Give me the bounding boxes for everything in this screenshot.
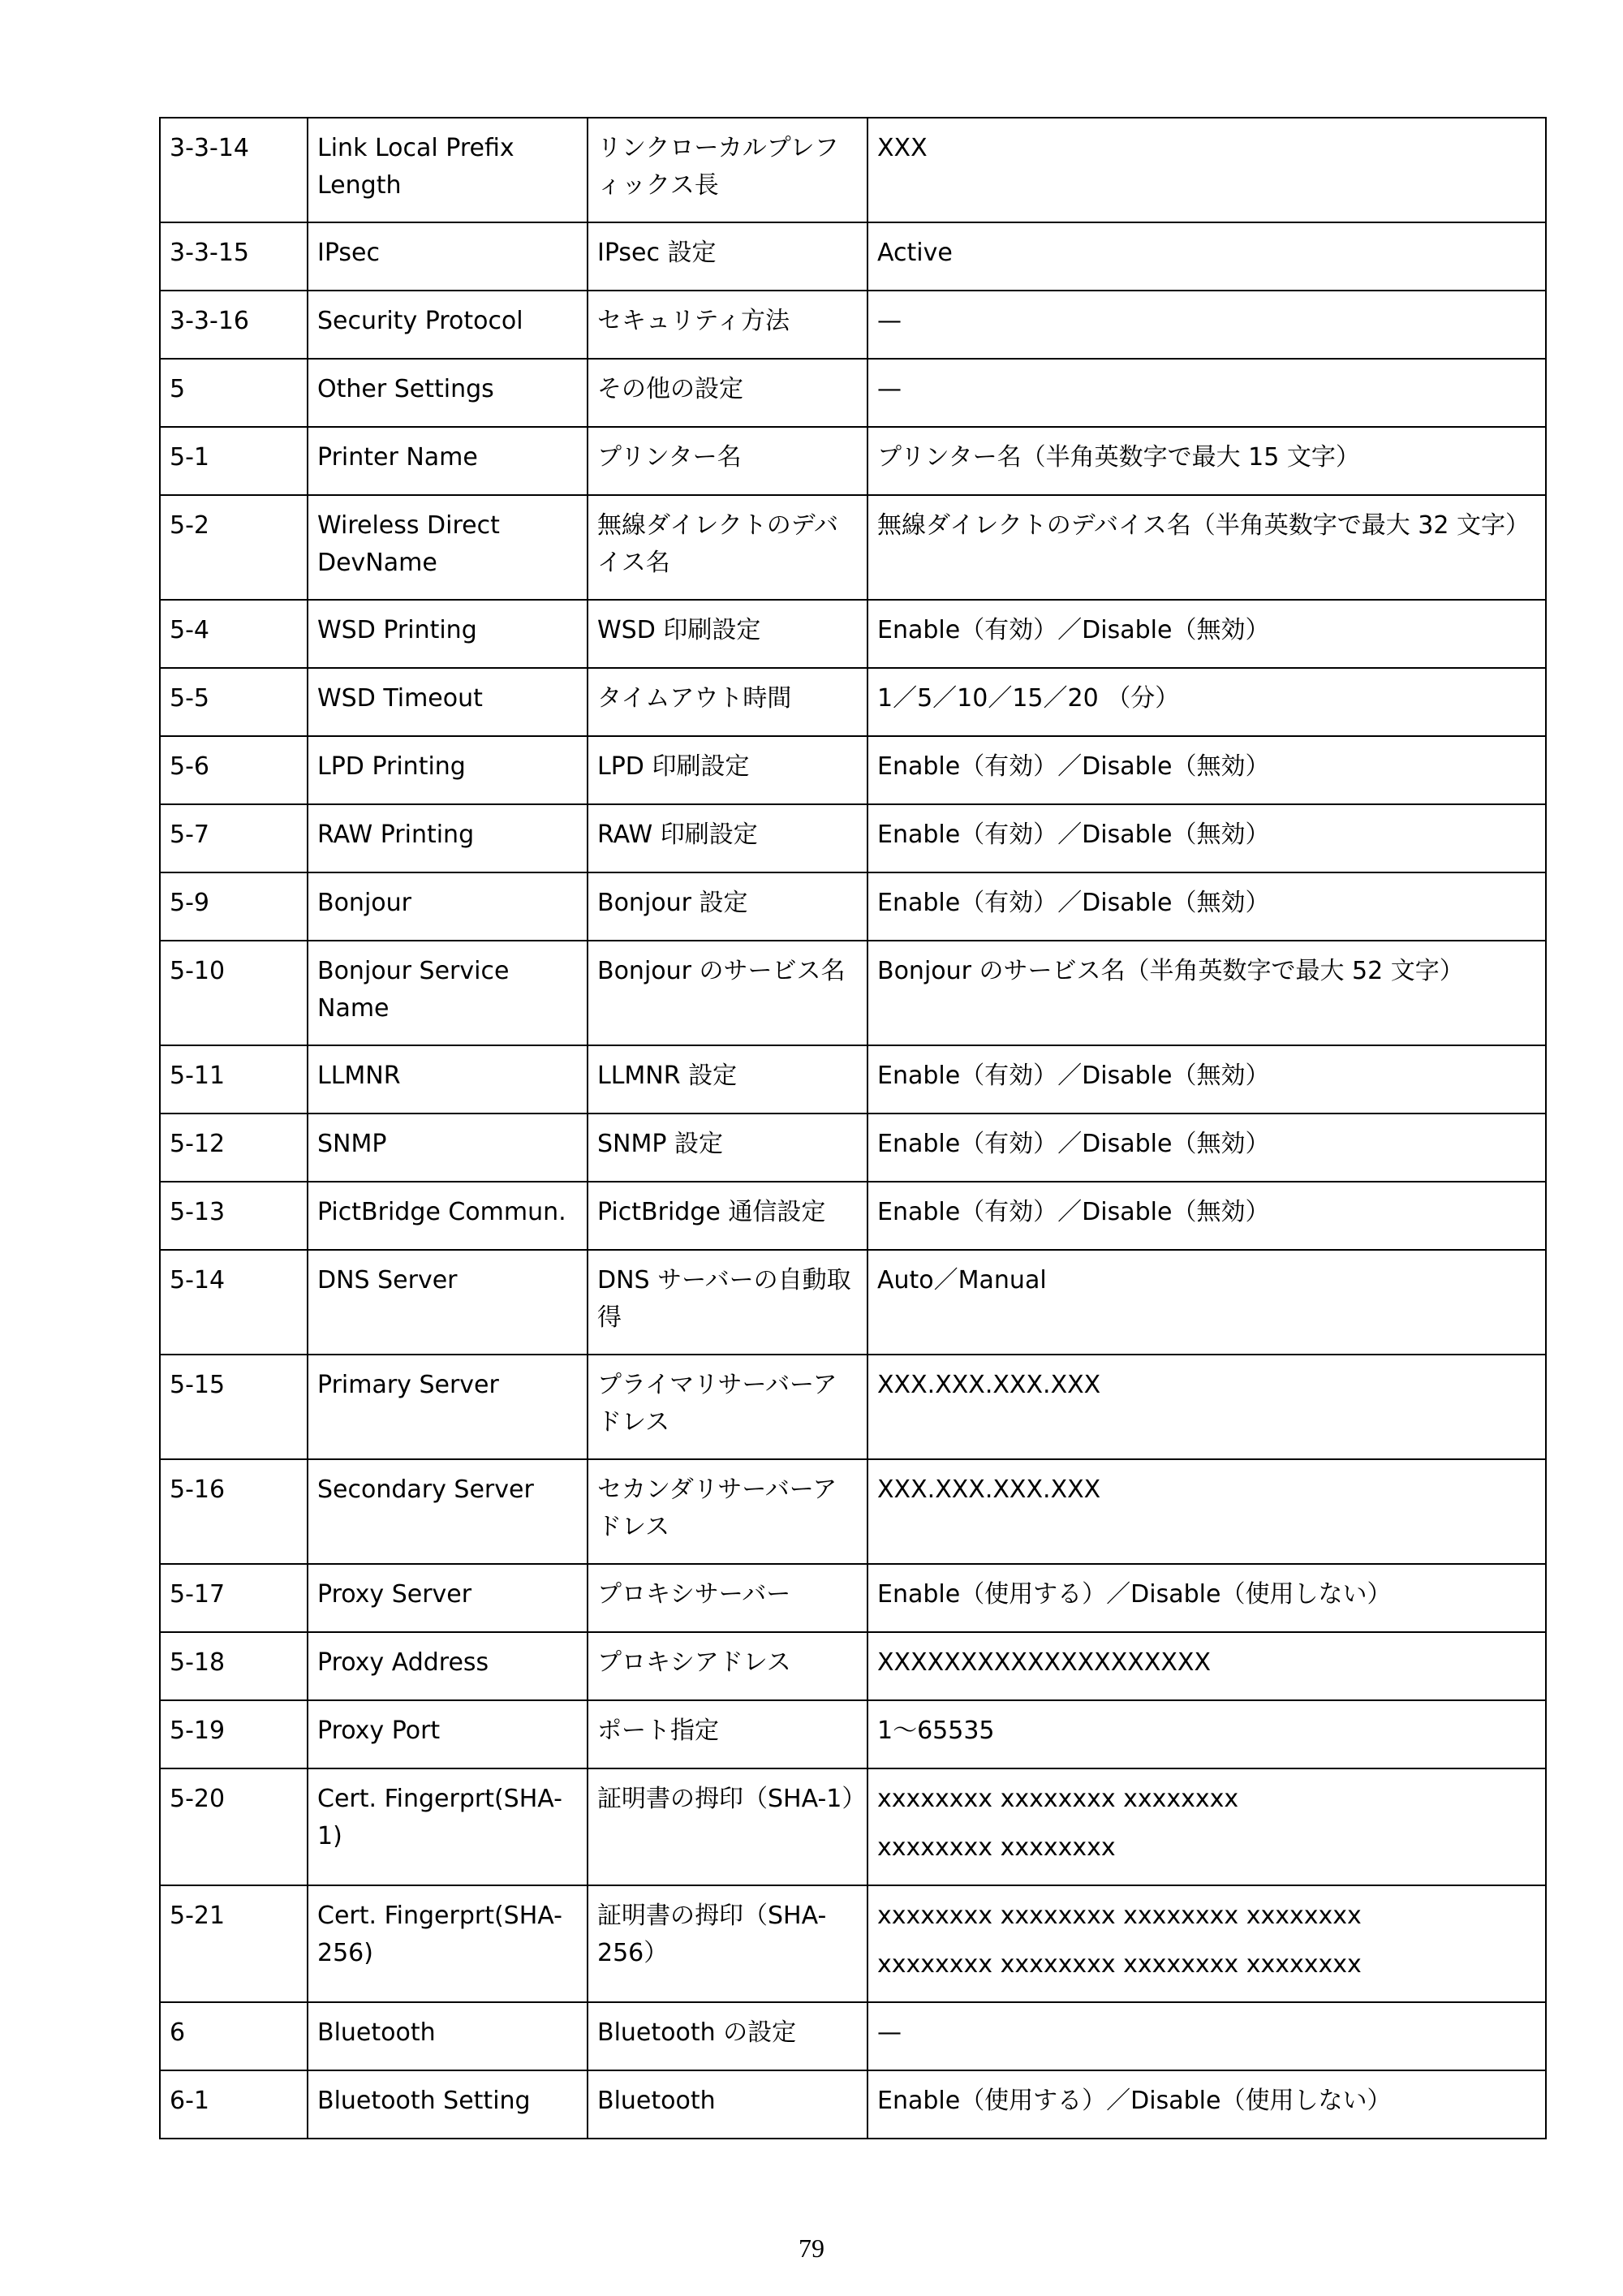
item-number: 5-7 <box>160 804 308 872</box>
fingerprint-line-1: xxxxxxxx xxxxxxxx xxxxxxxx xxxxxxxx <box>877 1902 1362 1930</box>
table-row <box>160 2070 1546 2139</box>
item-number: 5-5 <box>160 668 308 736</box>
item-number: 5-17 <box>160 1564 308 1632</box>
item-name-ja: その他の設定 <box>588 359 867 427</box>
item-name-ja: Bonjour のサービス名 <box>588 941 867 1045</box>
item-name-en: PictBridge Commun. <box>308 1182 588 1250</box>
item-name-ja: タイムアウト時間 <box>588 668 867 736</box>
item-value: Auto／Manual <box>867 1250 1546 1355</box>
item-name-en: SNMP <box>308 1114 588 1182</box>
item-name-en: Printer Name <box>308 427 588 495</box>
item-name-en: DNS Server <box>308 1250 588 1355</box>
table-row <box>160 1459 1546 1564</box>
item-name-ja: プロキシアドレス <box>588 1632 867 1700</box>
item-number: 5 <box>160 359 308 427</box>
item-value: Enable（有効）／Disable（無効） <box>867 600 1546 668</box>
item-name-ja: プライマリサーバーアドレス <box>588 1355 867 1459</box>
item-name-en: Proxy Port <box>308 1700 588 1768</box>
item-name-en: Secondary Server <box>308 1459 588 1564</box>
item-name-ja: PictBridge 通信設定 <box>588 1182 867 1250</box>
table-row <box>160 804 1546 872</box>
item-number: 6-1 <box>160 2070 308 2139</box>
table-row <box>160 222 1546 291</box>
item-name-en: WSD Timeout <box>308 668 588 736</box>
item-name-en: Link Local Prefix Length <box>308 118 588 222</box>
item-number: 5-18 <box>160 1632 308 1700</box>
item-value: — <box>867 291 1546 359</box>
table-row <box>160 1700 1546 1768</box>
item-name-en: Bluetooth <box>308 2002 588 2070</box>
item-name-ja: セキュリティ方法 <box>588 291 867 359</box>
item-number: 3-3-16 <box>160 291 308 359</box>
fingerprint-line-2: xxxxxxxx xxxxxxxx <box>877 1833 1116 1862</box>
table-row <box>160 118 1546 222</box>
table-row <box>160 2002 1546 2070</box>
item-value: XXX <box>867 118 1546 222</box>
item-name-ja: 証明書の拇印（SHA-256） <box>588 1885 867 2002</box>
table-row <box>160 1564 1546 1632</box>
fingerprint-line-2: xxxxxxxx xxxxxxxx xxxxxxxx xxxxxxxx <box>877 1950 1362 1979</box>
item-name-ja: DNS サーバーの自動取得 <box>588 1250 867 1355</box>
item-name-ja: ポート指定 <box>588 1700 867 1768</box>
item-value: XXXXXXXXXXXXXXXXXXXX <box>867 1632 1546 1700</box>
item-name-ja: プリンター名 <box>588 427 867 495</box>
table-row <box>160 427 1546 495</box>
table-row <box>160 600 1546 668</box>
item-name-ja: RAW 印刷設定 <box>588 804 867 872</box>
page-number: 79 <box>799 2234 824 2263</box>
item-value: Enable（有効）／Disable（無効） <box>867 1045 1546 1114</box>
item-number: 6 <box>160 2002 308 2070</box>
item-value: 1／5／10／15／20 （分） <box>867 668 1546 736</box>
item-number: 5-6 <box>160 736 308 804</box>
item-value: — <box>867 2002 1546 2070</box>
item-number: 5-2 <box>160 495 308 600</box>
table-row <box>160 359 1546 427</box>
item-name-en: RAW Printing <box>308 804 588 872</box>
item-value: Enable（有効）／Disable（無効） <box>867 804 1546 872</box>
item-number: 5-4 <box>160 600 308 668</box>
item-number: 5-14 <box>160 1250 308 1355</box>
item-name-en: LLMNR <box>308 1045 588 1114</box>
item-number: 5-12 <box>160 1114 308 1182</box>
item-number: 5-19 <box>160 1700 308 1768</box>
item-value: Active <box>867 222 1546 291</box>
item-name-en: Bluetooth Setting <box>308 2070 588 2139</box>
item-value: XXX.XXX.XXX.XXX <box>867 1459 1546 1564</box>
item-number: 3-3-14 <box>160 118 308 222</box>
item-value: Enable（有効）／Disable（無効） <box>867 736 1546 804</box>
table-row <box>160 1045 1546 1114</box>
item-number: 5-1 <box>160 427 308 495</box>
item-value <box>867 1885 1546 2002</box>
table-row <box>160 872 1546 941</box>
item-name-en: IPsec <box>308 222 588 291</box>
item-value: プリンター名（半角英数字で最大 15 文字） <box>867 427 1546 495</box>
table-row <box>160 736 1546 804</box>
settings-table <box>159 117 1547 2139</box>
item-number: 5-9 <box>160 872 308 941</box>
item-number: 5-16 <box>160 1459 308 1564</box>
item-number: 5-13 <box>160 1182 308 1250</box>
item-value: 無線ダイレクトのデバイス名（半角英数字で最大 32 文字） <box>867 495 1546 600</box>
item-name-en: Cert. Fingerprt(SHA-256) <box>308 1885 588 2002</box>
item-name-en: WSD Printing <box>308 600 588 668</box>
item-value: Enable（使用する）／Disable（使用しない） <box>867 2070 1546 2139</box>
item-name-en: Proxy Server <box>308 1564 588 1632</box>
table-row <box>160 668 1546 736</box>
table-row <box>160 1182 1546 1250</box>
item-number: 5-20 <box>160 1768 308 1885</box>
item-name-ja: プロキシサーバー <box>588 1564 867 1632</box>
item-name-ja: 無線ダイレクトのデバイス名 <box>588 495 867 600</box>
table-row <box>160 1250 1546 1355</box>
item-name-en: Wireless Direct DevName <box>308 495 588 600</box>
table-row <box>160 1885 1546 2002</box>
item-name-en: Proxy Address <box>308 1632 588 1700</box>
item-name-ja: SNMP 設定 <box>588 1114 867 1182</box>
item-name-en: Primary Server <box>308 1355 588 1459</box>
item-name-ja: Bluetooth <box>588 2070 867 2139</box>
item-number: 3-3-15 <box>160 222 308 291</box>
table-row <box>160 291 1546 359</box>
item-value: — <box>867 359 1546 427</box>
table-row <box>160 1355 1546 1459</box>
table-row <box>160 1768 1546 1885</box>
item-name-ja: WSD 印刷設定 <box>588 600 867 668</box>
item-name-en: Bonjour Service Name <box>308 941 588 1045</box>
item-name-en: LPD Printing <box>308 736 588 804</box>
item-value: XXX.XXX.XXX.XXX <box>867 1355 1546 1459</box>
item-number: 5-15 <box>160 1355 308 1459</box>
item-name-en: Cert. Fingerprt(SHA-1) <box>308 1768 588 1885</box>
item-number: 5-10 <box>160 941 308 1045</box>
item-value <box>867 1768 1546 1885</box>
item-number: 5-11 <box>160 1045 308 1114</box>
table-row <box>160 1114 1546 1182</box>
item-value: Bonjour のサービス名（半角英数字で最大 52 文字） <box>867 941 1546 1045</box>
table-row <box>160 1632 1546 1700</box>
item-name-ja: LLMNR 設定 <box>588 1045 867 1114</box>
item-number: 5-21 <box>160 1885 308 2002</box>
item-name-ja: セカンダリサーバーアドレス <box>588 1459 867 1564</box>
item-name-ja: IPsec 設定 <box>588 222 867 291</box>
item-name-en: Bonjour <box>308 872 588 941</box>
item-value: Enable（有効）／Disable（無効） <box>867 1182 1546 1250</box>
item-name-en: Security Protocol <box>308 291 588 359</box>
item-name-ja: Bluetooth の設定 <box>588 2002 867 2070</box>
item-value: Enable（有効）／Disable（無効） <box>867 872 1546 941</box>
item-name-ja: Bonjour 設定 <box>588 872 867 941</box>
item-name-ja: LPD 印刷設定 <box>588 736 867 804</box>
item-name-ja: リンクローカルプレフィックス長 <box>588 118 867 222</box>
item-value: Enable（有効）／Disable（無効） <box>867 1114 1546 1182</box>
item-value: 1～65535 <box>867 1700 1546 1768</box>
table-row <box>160 495 1546 600</box>
item-name-en: Other Settings <box>308 359 588 427</box>
fingerprint-line-1: xxxxxxxx xxxxxxxx xxxxxxxx <box>877 1785 1239 1813</box>
item-name-ja: 証明書の拇印（SHA-1） <box>588 1768 867 1885</box>
table-row <box>160 941 1546 1045</box>
item-value: Enable（使用する）／Disable（使用しない） <box>867 1564 1546 1632</box>
